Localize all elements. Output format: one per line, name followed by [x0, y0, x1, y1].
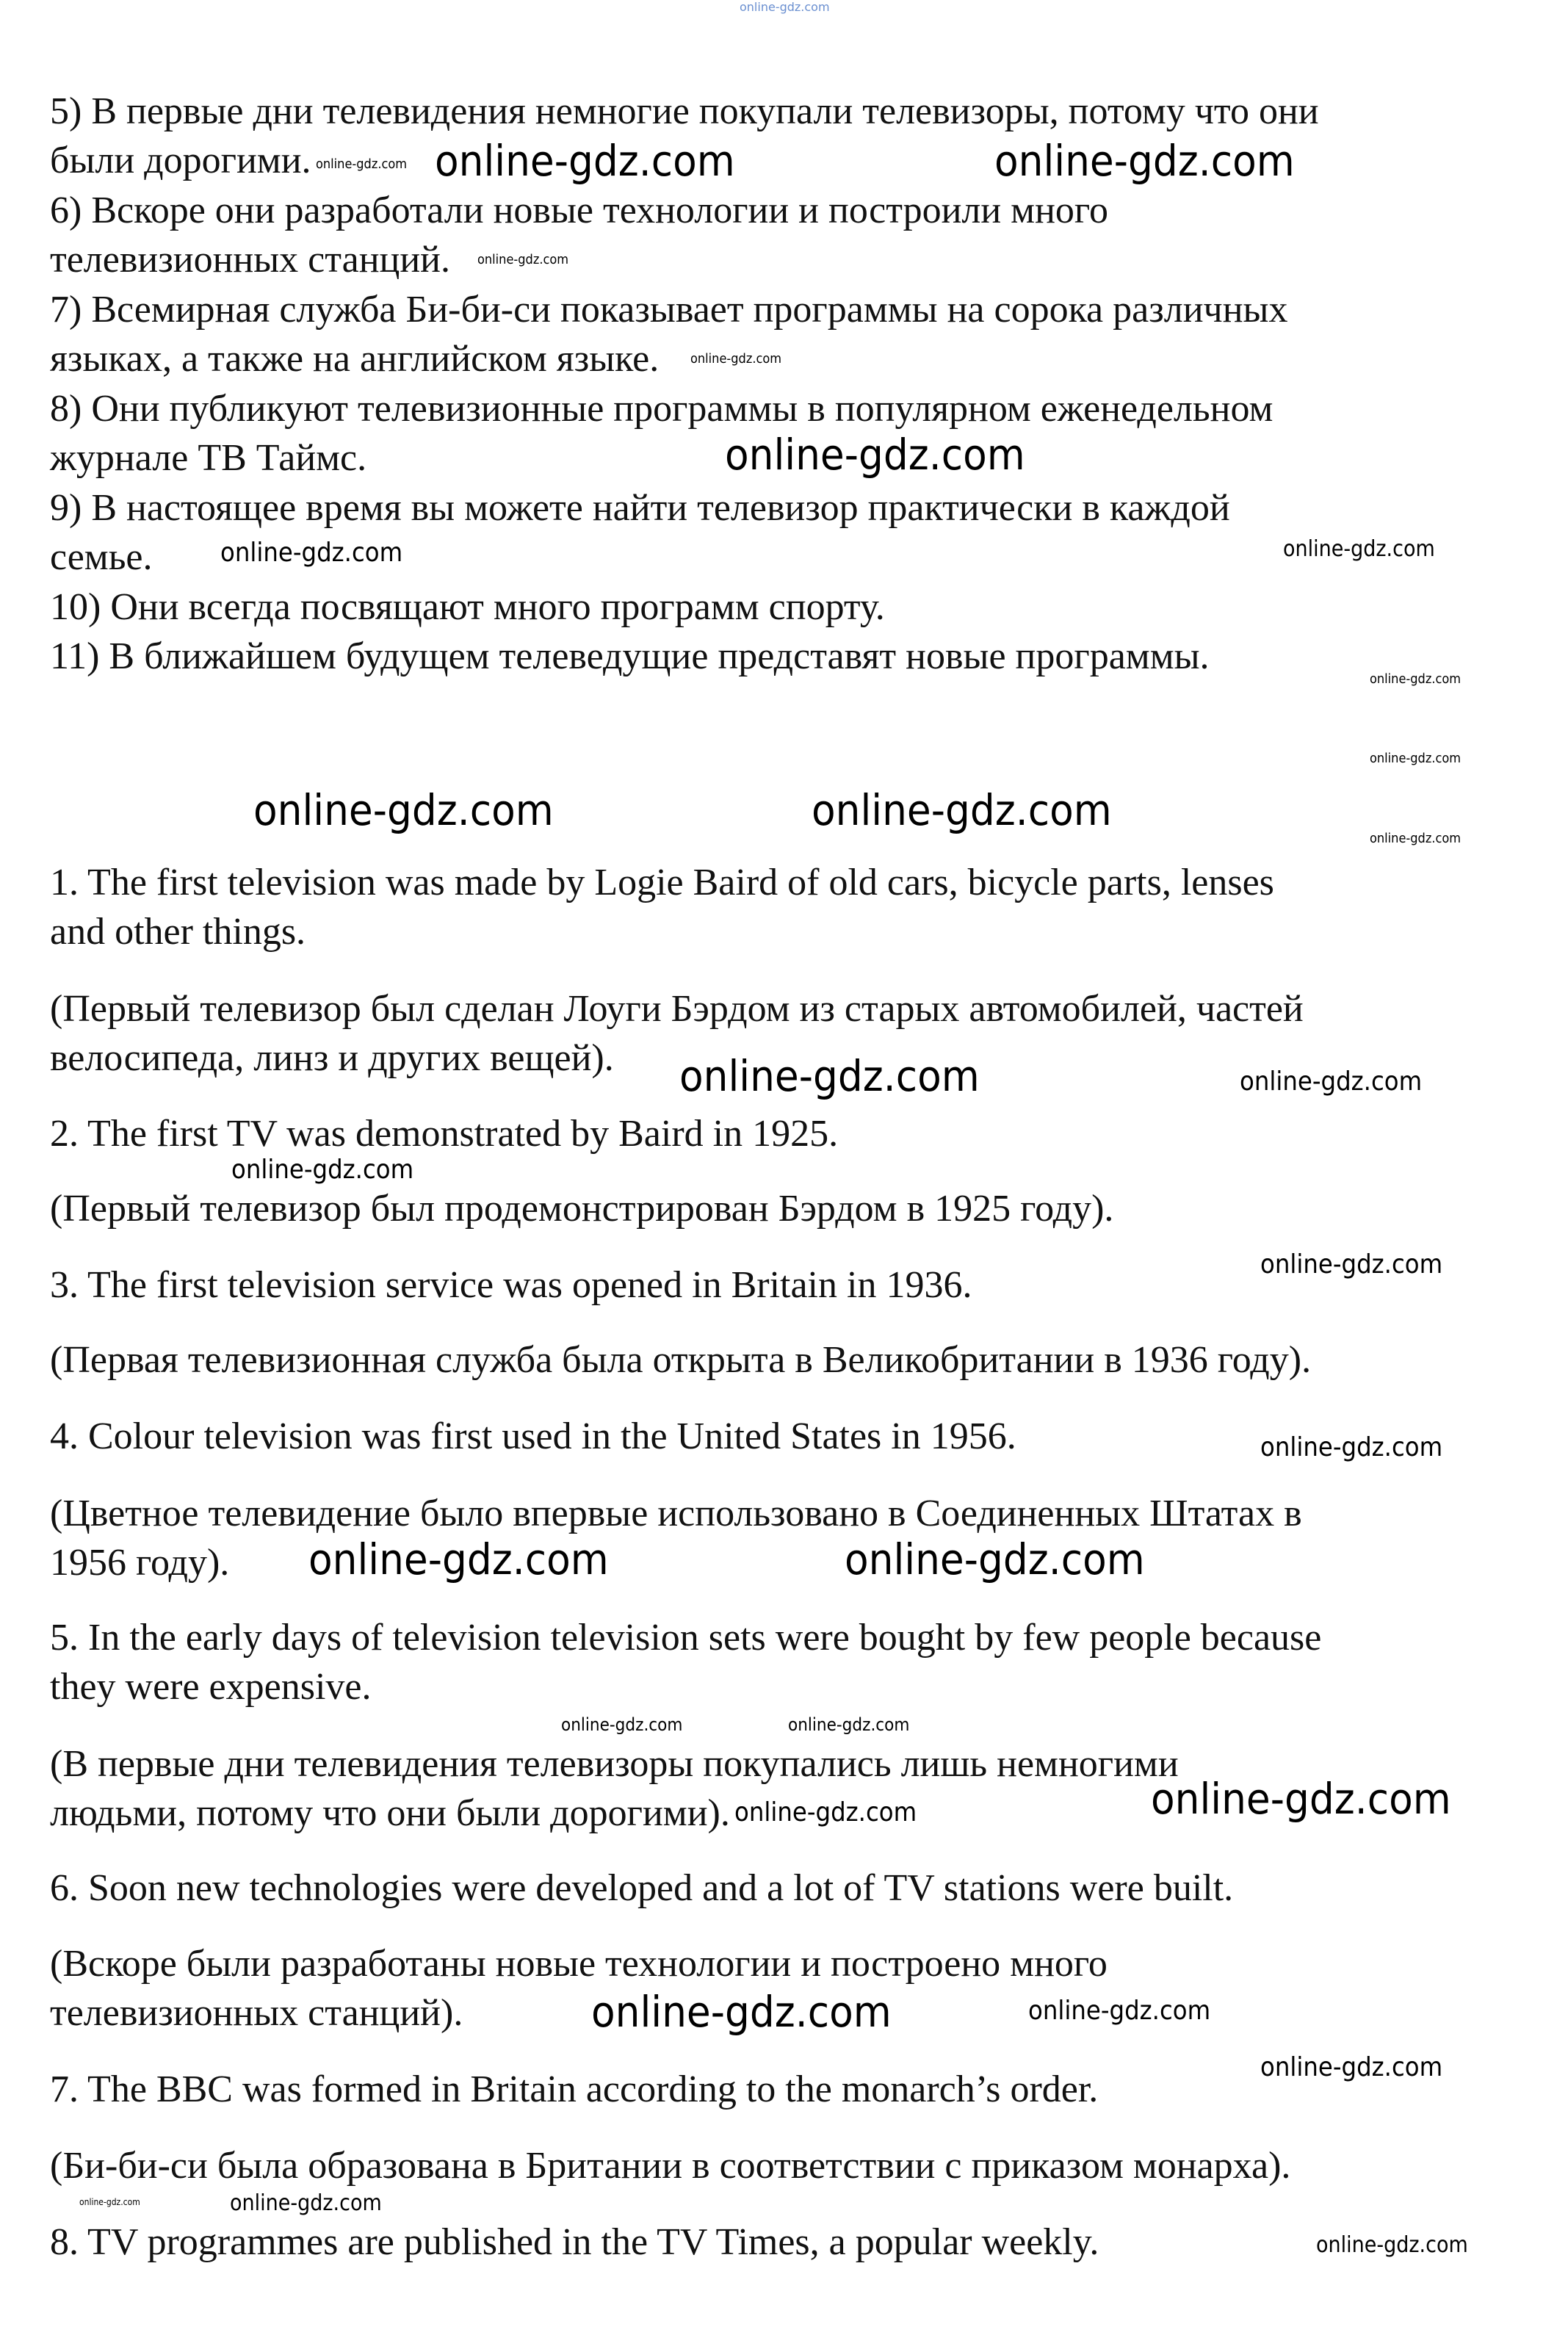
watermark: online-gdz.com — [308, 1534, 609, 1584]
watermark: online-gdz.com — [1283, 536, 1435, 562]
answer-ru-2: (Первый телевизор был продемонстрирован Бэрдом в 1925 году). — [50, 1188, 1114, 1230]
watermark: online-gdz.com — [690, 351, 782, 367]
answer-ru-6: (Вскоре были разработаны новые технологии и построено много телевизионных станций). — [50, 1943, 1108, 2034]
watermark: online-gdz.com — [79, 2197, 140, 2207]
answer-en-3: 3. The first television service was opened in Britain in 1936. — [50, 1264, 972, 1306]
watermark: online-gdz.com — [812, 785, 1112, 835]
watermark: online-gdz.com — [734, 1797, 917, 1827]
watermark: online-gdz.com — [725, 430, 1025, 480]
watermark: online-gdz.com — [1151, 1774, 1451, 1824]
watermark: online-gdz.com — [1260, 1432, 1443, 1462]
sentence-ru-10: 10) Они всегда посвящают много программ спорту. — [50, 586, 885, 628]
sentence-ru-6: 6) Вскоре они разработали новые технологии и построили много телевизионных станций. — [50, 190, 1108, 281]
watermark: online-gdz.com — [1028, 1996, 1211, 2026]
sentence-ru-5: 5) В первые дни телевидения немногие покупали телевизоры, потому что они были дорогими. — [50, 90, 1319, 181]
watermark: online-gdz.com — [435, 136, 735, 186]
answer-en-7: 7. The BBC was formed in Britain according to the monarch’s order. — [50, 2068, 1099, 2110]
watermark: online-gdz.com — [231, 1155, 414, 1185]
watermark: online-gdz.com — [1316, 2232, 1468, 2258]
watermark: online-gdz.com — [591, 1987, 892, 2037]
watermark: online-gdz.com — [1260, 1249, 1443, 1280]
watermark: online-gdz.com — [1260, 2052, 1443, 2082]
answer-ru-5: (В первые дни телевидения телевизоры покупались лишь немногими людьми, потому что они были дорогими). — [50, 1743, 1179, 1834]
answer-en-4: 4. Colour television was first used in the United States in 1956. — [50, 1415, 1016, 1457]
sentence-ru-8: 8) Они публикуют телевизионные программы в популярном еженедельном журнале ТВ Таймс. — [50, 388, 1273, 479]
watermark: online-gdz.com — [230, 2190, 382, 2216]
answer-ru-1: (Первый телевизор был сделан Лоуги Бэрдом из старых автомобилей, частей велосипеда, линз и других вещей). — [50, 988, 1304, 1079]
answer-en-2: 2. The first TV was demonstrated by Baird in 1925. — [50, 1113, 839, 1155]
answer-ru-3: (Первая телевизионная служба была открыта в Великобритании в 1936 году). — [50, 1339, 1312, 1381]
watermark: online-gdz.com — [220, 538, 403, 568]
watermark: online-gdz.com — [679, 1051, 980, 1101]
watermark: online-gdz.com — [788, 1714, 910, 1735]
answer-en-6: 6. Soon new technologies were developed and a lot of TV stations were built. — [50, 1867, 1234, 1909]
sentence-ru-11: 11) В ближайшем будущем телеведущие представят новые программы. — [50, 635, 1210, 677]
watermark: online-gdz.com — [316, 156, 408, 172]
sentence-ru-9: 9) В настоящее время вы можете найти телевизор практически в каждой семье. — [50, 487, 1230, 578]
watermark: online-gdz.com — [253, 785, 554, 835]
sentence-ru-7: 7) Всемирная служба Би-би-си показывает программы на сорока различных языках, а также на английском языке. — [50, 289, 1288, 380]
answer-ru-7: (Би-би-си была образована в Британии в соответствии с приказом монарха). — [50, 2145, 1291, 2187]
watermark: online-gdz.com — [740, 0, 830, 14]
watermark: online-gdz.com — [1370, 751, 1462, 766]
answer-ru-4: (Цветное телевидение было впервые использовано в Соединенных Штатах в 1956 году). — [50, 1493, 1302, 1584]
watermark: online-gdz.com — [561, 1714, 683, 1735]
watermark: online-gdz.com — [994, 136, 1295, 186]
answer-en-5: 5. In the early days of television television sets were bought by few people because they were expensive. — [50, 1617, 1322, 1708]
watermark: online-gdz.com — [845, 1534, 1145, 1584]
watermark: online-gdz.com — [477, 252, 569, 267]
watermark: online-gdz.com — [1240, 1067, 1423, 1097]
watermark: online-gdz.com — [1370, 671, 1462, 687]
watermark: online-gdz.com — [1370, 831, 1462, 846]
answer-en-1: 1. The first television was made by Logie Baird of old cars, bicycle parts, lenses and other things. — [50, 862, 1274, 953]
answer-en-8: 8. TV programmes are published in the TV Times, a popular weekly. — [50, 2221, 1099, 2263]
